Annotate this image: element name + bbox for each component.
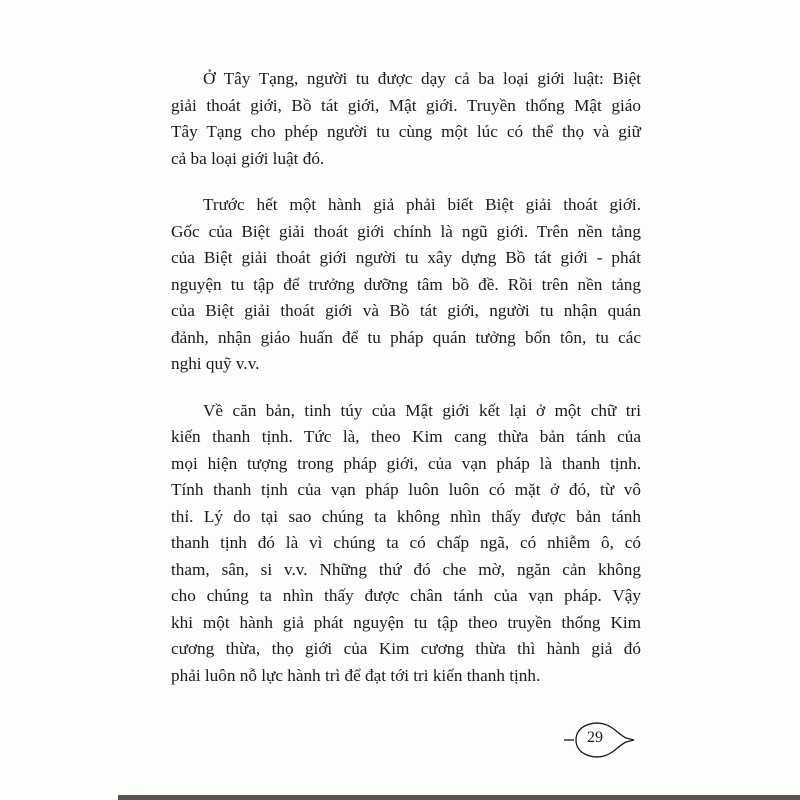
text-line: của Biệt giải thoát giới và Bồ tát giới, người tu nhận quán — [171, 301, 641, 320]
page-number-ornament — [562, 718, 636, 762]
text-line: nguyện tu tập để trưởng dưỡng tâm bồ đề. Rồi trên nền tảng — [171, 274, 641, 294]
text-line: cương thừa, thọ giới của Kim cương thừa thì hành giả đó — [171, 639, 641, 658]
text-line: nghi quỹ v.v. — [171, 354, 260, 373]
text-line: Gốc của Biệt giải thoát giới chính là ngũ giới. Trên nền tảng — [171, 221, 641, 241]
text-line: Trước hết một hành giả phải biết Biệt giải thoát giới. — [203, 195, 641, 214]
text-line: tham, sân, si v.v. Những thứ đó che mờ, ngăn cản không — [171, 559, 641, 579]
text-line: thanh tịnh đó là vì chúng ta có chấp ngã, có nhiễm ô, có — [171, 533, 641, 552]
text-line: khi một hành giả phát nguyện tu tập theo truyền thống Kim — [171, 612, 641, 632]
text-line: Tính thanh tịnh của vạn pháp luôn luôn có mặt ở đó, từ vô — [171, 480, 641, 499]
paragraph-2 — [171, 192, 641, 378]
body-text — [171, 66, 641, 709]
text-line: Ở Tây Tạng, người tu được dạy cả ba loại giới luật: Biệt — [203, 69, 641, 88]
page-bottom-edge — [118, 795, 800, 800]
text-line: cho chúng ta nhìn thấy được chân tánh của vạn pháp. Vậy — [171, 586, 641, 605]
text-line: Về căn bản, tinh túy của Mật giới kết lại ở một chữ tri — [203, 400, 641, 420]
text-line: thỉ. Lý do tại sao chúng ta không nhìn thấy được bản tánh — [171, 506, 641, 526]
paragraph-3 — [171, 398, 641, 690]
text-line: của Biệt giải thoát giới người tu xây dựng Bồ tát giới - phát — [171, 248, 641, 267]
text-line: phải luôn nỗ lực hành trì để đạt tới tri kiến thanh tịnh. — [171, 665, 541, 685]
page-number: 29 — [587, 729, 603, 746]
text-line: mọi hiện tượng trong pháp giới, của vạn pháp là thanh tịnh. — [171, 453, 641, 473]
text-line: đảnh, nhận giáo huấn để tu pháp quán tưởng bổn tôn, tu các — [171, 327, 641, 347]
text-line: Tây Tạng cho phép người tu cùng một lúc có thể thọ và giữ — [171, 122, 641, 141]
text-line: kiến thanh tịnh. Tức là, theo Kim cang thừa bản tánh của — [171, 427, 641, 446]
text-line: giải thoát giới, Bồ tát giới, Mật giới. Truyền thống Mật giáo — [171, 95, 641, 115]
text-line: cả ba loại giới luật đó. — [171, 148, 325, 168]
paragraph-1 — [171, 66, 641, 172]
